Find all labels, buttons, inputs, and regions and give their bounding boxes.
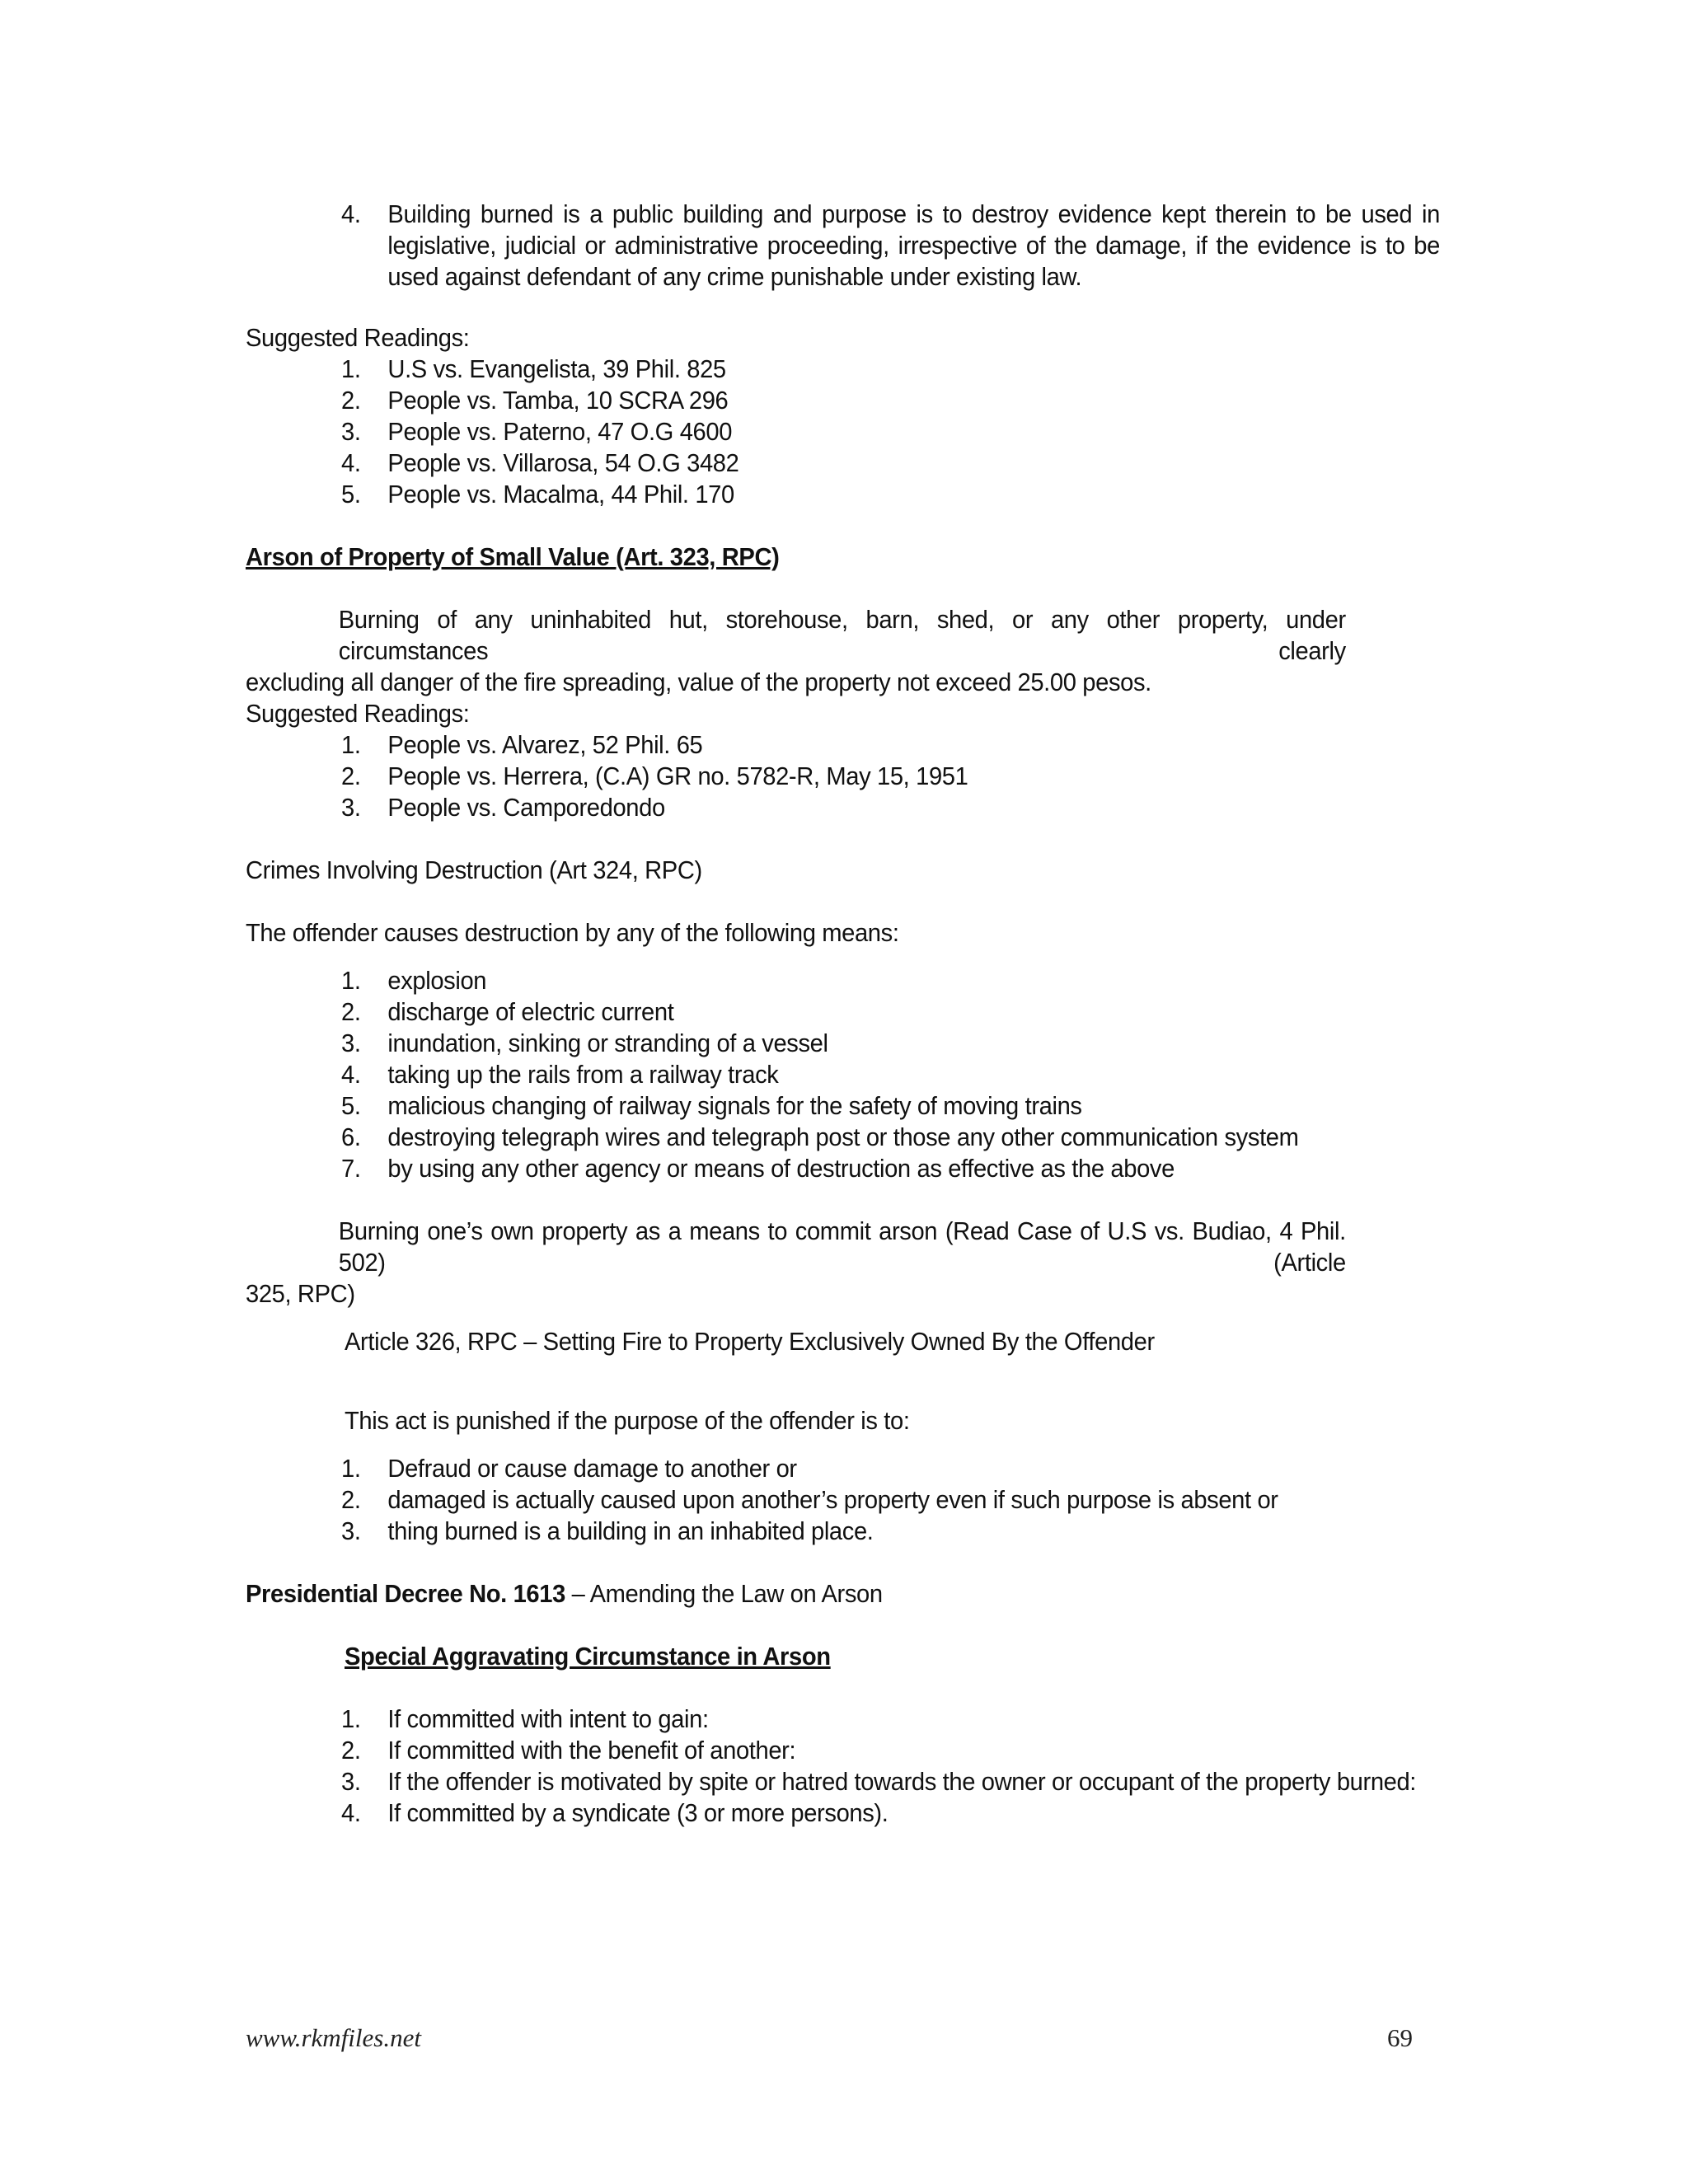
list-text: discharge of electric current bbox=[387, 997, 674, 1026]
article-326-intro: This act is punished if the purpose of the offender is to: bbox=[345, 1406, 910, 1435]
list-number: 2. bbox=[341, 1485, 361, 1514]
pd-1613-description: – Amending the Law on Arson bbox=[565, 1579, 883, 1608]
reading-item bbox=[341, 792, 1348, 823]
list-number: 3. bbox=[341, 1029, 361, 1057]
list-number: 3. bbox=[341, 417, 361, 446]
reading-citation: People vs. Camporedondo bbox=[387, 793, 665, 822]
arson-small-value-paragraph bbox=[246, 604, 1346, 698]
article-326-item bbox=[341, 1516, 1348, 1547]
pd-1613-line bbox=[246, 1578, 883, 1610]
list-text: thing burned is a building in an inhabited place. bbox=[387, 1516, 874, 1545]
suggested-readings-label: Suggested Readings: bbox=[246, 699, 470, 728]
article-326-item bbox=[341, 1453, 1348, 1484]
list-text: taking up the rails from a railway track bbox=[387, 1060, 779, 1089]
list-number: 1. bbox=[341, 730, 361, 759]
section-heading-special-aggravating: Special Aggravating Circumstance in Arson bbox=[345, 1642, 831, 1671]
reading-item bbox=[341, 354, 1348, 385]
list-number: 7. bbox=[341, 1154, 361, 1183]
paragraph-line-1: Burning one’s own property as a means to commit arson (Read Case of U.S vs. Budiao, 4 Phil. 502) (Article bbox=[338, 1216, 1346, 1277]
list-number: 4. bbox=[341, 448, 361, 477]
list-text: inundation, sinking or stranding of a vessel bbox=[387, 1029, 828, 1057]
section-heading-destruction: Crimes Involving Destruction (Art 324, RPC) bbox=[246, 855, 702, 884]
reading-citation: U.S vs. Evangelista, 39 Phil. 825 bbox=[387, 354, 726, 383]
destruction-item bbox=[341, 1090, 1348, 1122]
list-number: 1. bbox=[341, 966, 361, 995]
reading-citation: People vs. Alvarez, 52 Phil. 65 bbox=[387, 730, 703, 759]
paragraph-line-2: 325, RPC) bbox=[246, 1279, 355, 1308]
list-number: 1. bbox=[341, 354, 361, 383]
reading-item bbox=[341, 448, 1348, 479]
list-number: 6. bbox=[341, 1122, 361, 1151]
aggravating-item bbox=[341, 1797, 1348, 1829]
pd-1613-title: Presidential Decree No. 1613 bbox=[246, 1579, 565, 1608]
list-number: 1. bbox=[341, 1704, 361, 1733]
list-number: 3. bbox=[341, 1516, 361, 1545]
list-text: by using any other agency or means of destruction as effective as the above bbox=[387, 1154, 1175, 1183]
intro-list-item bbox=[341, 199, 1440, 293]
reading-citation: People vs. Paterno, 47 O.G 4600 bbox=[387, 417, 733, 446]
reading-citation: People vs. Villarosa, 54 O.G 3482 bbox=[387, 448, 739, 477]
reading-item bbox=[341, 729, 1348, 761]
reading-citation: People vs. Macalma, 44 Phil. 170 bbox=[387, 480, 734, 509]
suggested-readings-label: Suggested Readings: bbox=[246, 323, 470, 352]
own-property-paragraph bbox=[246, 1216, 1346, 1310]
destruction-item bbox=[341, 1059, 1348, 1090]
paragraph-line-1: Burning of any uninhabited hut, storehouse, barn, shed, or any other property, under circumstances clearly bbox=[338, 605, 1346, 665]
article-326-title: Article 326, RPC – Setting Fire to Property Exclusively Owned By the Offender bbox=[345, 1327, 1155, 1356]
list-number: 4. bbox=[341, 199, 361, 228]
destruction-item bbox=[341, 996, 1348, 1028]
reading-item bbox=[341, 385, 1348, 416]
aggravating-item bbox=[341, 1735, 1348, 1766]
list-number: 2. bbox=[341, 386, 361, 415]
destruction-item bbox=[341, 1122, 1348, 1153]
intro-item-line-3: used against defendant of any crime punishable under existing law. bbox=[387, 262, 1082, 291]
section-heading-arson-small-value: Arson of Property of Small Value (Art. 323, RPC) bbox=[246, 542, 780, 571]
list-number: 4. bbox=[341, 1798, 361, 1827]
reading-citation: People vs. Herrera, (C.A) GR no. 5782-R, May 15, 1951 bbox=[387, 762, 968, 790]
list-text: If the offender is motivated by spite or hatred towards the owner or occupant of the property burned: bbox=[387, 1767, 1417, 1796]
destruction-intro: The offender causes destruction by any of the following means: bbox=[246, 918, 899, 947]
list-number: 5. bbox=[341, 480, 361, 509]
reading-citation: People vs. Tamba, 10 SCRA 296 bbox=[387, 386, 729, 415]
article-326-item bbox=[341, 1484, 1348, 1516]
list-number: 1. bbox=[341, 1454, 361, 1483]
list-number: 5. bbox=[341, 1091, 361, 1120]
footer-website: www.rkmfiles.net bbox=[246, 2023, 421, 2052]
intro-item-line-1: Building burned is a public building and purpose is to destroy evidence kept therein to be used in bbox=[387, 199, 1440, 228]
list-text: If committed with the benefit of another: bbox=[387, 1736, 796, 1765]
list-text: destroying telegraph wires and telegraph post or those any other communication system bbox=[387, 1122, 1299, 1151]
list-number: 2. bbox=[341, 997, 361, 1026]
aggravating-item bbox=[341, 1766, 1417, 1797]
list-number: 2. bbox=[341, 1736, 361, 1765]
intro-item-text bbox=[387, 199, 1440, 293]
reading-item bbox=[341, 479, 1348, 510]
list-text: If committed by a syndicate (3 or more persons). bbox=[387, 1798, 889, 1827]
list-number: 2. bbox=[341, 762, 361, 790]
list-text: Defraud or cause damage to another or bbox=[387, 1454, 797, 1483]
list-number: 4. bbox=[341, 1060, 361, 1089]
list-number: 3. bbox=[341, 793, 361, 822]
destruction-item bbox=[341, 1028, 1348, 1059]
destruction-item bbox=[341, 1153, 1348, 1184]
paragraph-line-2: excluding all danger of the fire spreading, value of the property not exceed 25.00 pesos. bbox=[246, 668, 1151, 696]
aggravating-item bbox=[341, 1704, 1348, 1735]
page-number: 69 bbox=[1387, 2023, 1413, 2052]
destruction-item bbox=[341, 965, 1348, 996]
reading-item bbox=[341, 761, 1348, 792]
list-number: 3. bbox=[341, 1767, 361, 1796]
reading-item bbox=[341, 416, 1348, 448]
list-text: malicious changing of railway signals for the safety of moving trains bbox=[387, 1091, 1082, 1120]
list-text: explosion bbox=[387, 966, 487, 995]
list-text: If committed with intent to gain: bbox=[387, 1704, 709, 1733]
list-text: damaged is actually caused upon another’s property even if such purpose is absent or bbox=[387, 1485, 1278, 1514]
intro-item-line-2: legislative, judicial or administrative proceeding, irrespective of the damage, if the evidence is to be bbox=[387, 231, 1440, 260]
